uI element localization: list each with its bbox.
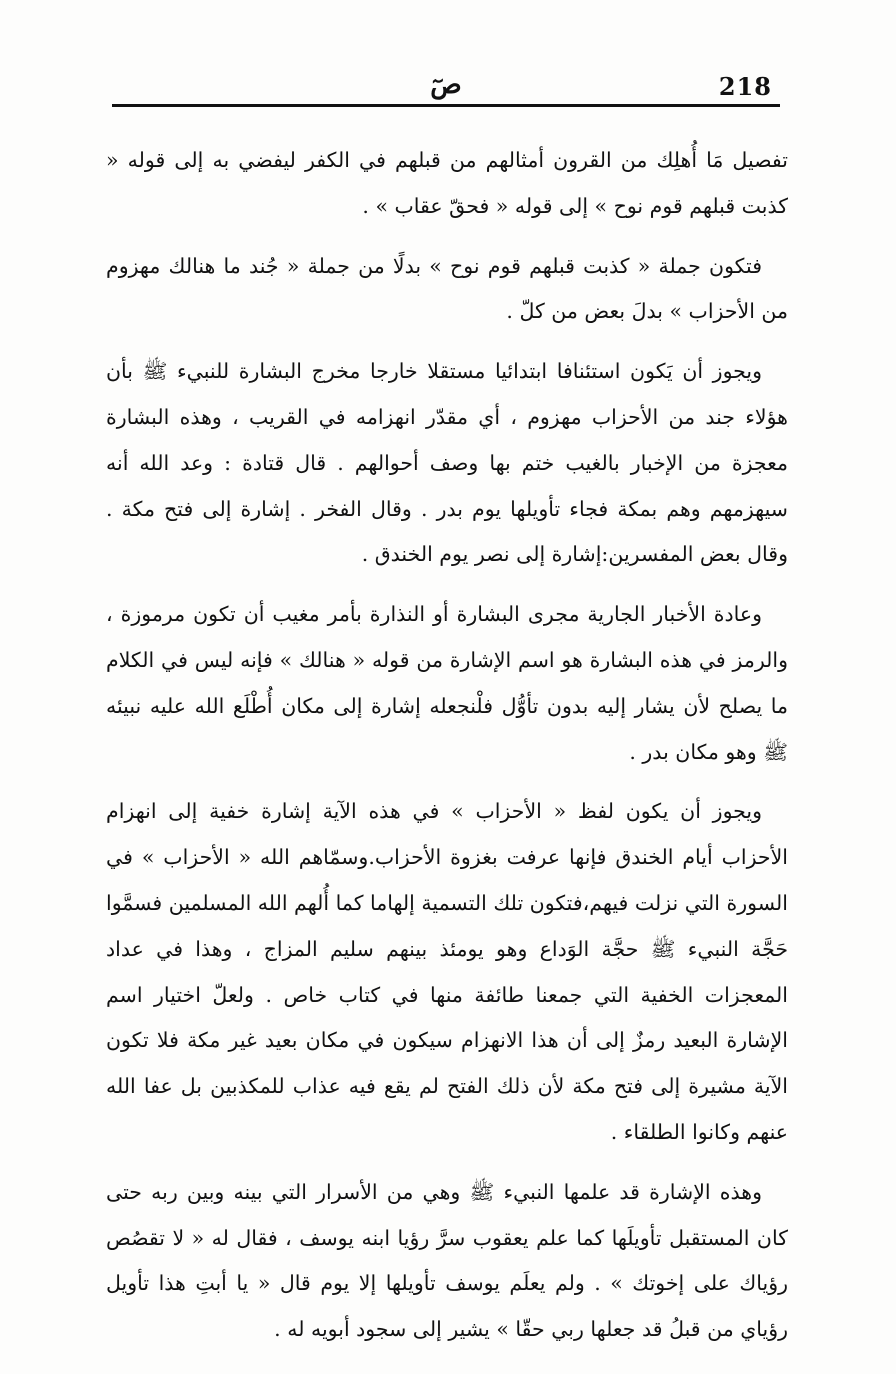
header-divider bbox=[112, 104, 780, 107]
paragraph: ويجوز أن يَكون استئنافا ابتدائيا مستقلا خارجا مخرج البشارة للنبيء ﷺ بأن هؤلاء جند من الأحزاب مهزوم ، أي مقدّر انهزامه في القريب ، وهذه البشارة معجزة من الإخبار بالغيب ختم بها وصف أحوالهم . قال قتادة : وعد الله أنه سيهزمهم وهم بمكة فجاء تأويلها يوم بدر . وقال الفخر . إشارة إلى فتح مكة . وقال بعض المفسرين:إشارة إلى نصر يوم الخندق . bbox=[106, 359, 788, 567]
page-number: 218 bbox=[718, 72, 772, 101]
paragraph: وعادة الأخبار الجارية مجرى البشارة أو النذارة بأمر مغيب أن تكون مرموزة ، والرمز في هذه البشارة هو اسم الإشارة من قوله « هنالك » فإنه ليس في الكلام ما يصلح لأن يشار إليه بدون تأوُّل فلْنجعله إشارة إلى مكان أُطْلَع الله عليه نبيئه ﷺ وهو مكان بدر . bbox=[106, 602, 788, 764]
page-header bbox=[112, 64, 780, 108]
surah-name: صٓ bbox=[430, 70, 462, 100]
paragraph: ويجوز أن يكون لفظ « الأحزاب » في هذه الآية إشارة خفية إلى انهزام الأحزاب أيام الخندق فإنها عرفت بغزوة الأحزاب.وسمّاهم الله « الأحزاب » في السورة التي نزلت فيهم،فتكون تلك التسمية إلهاما كما أُلهم الله المسلمين فسمَّوا حَجَّة النبيء ﷺ حجَّة الوَداع وهو يومئذ بينهم سليم المزاج ، وهذا في عداد المعجزات الخفية التي جمعنا طائفة منها في كتاب خاص . ولعلّ اختيار اسم الإشارة البعيد رمزٌ إلى أن هذا الانهزام سيكون في مكان بعيد غير مكة فلا تكون الآية مشيرة إلى فتح مكة لأن ذلك الفتح لم يقع فيه عذاب للمكذبين بل عفا الله عنهم وكانوا الطلقاء . bbox=[106, 799, 788, 1144]
page-body bbox=[106, 138, 788, 1353]
paragraph: تفصيل مَا أُهلِك من القرون أمثالهم من قبلهم في الكفر ليفضي به إلى قوله « كذبت قبلهم قوم نوح » إلى قوله « فحقّ عقاب » . bbox=[106, 148, 788, 218]
paragraph: وهذه الإشارة قد علمها النبيء ﷺ وهي من الأسرار التي بينه وبين ربه حتى كان المستقبل تأويلَها كما علم يعقوب سرَّ رؤيا ابنه يوسف ، فقال له « لا تقصُص رؤياك على إخوتك » . ولم يعلَم يوسف تأويلها إلا يوم قال « يا أبتِ هذا تأويل رؤياي من قبلُ قد جعلها ربي حقّا » يشير إلى سجود أبويه له . bbox=[106, 1179, 788, 1342]
paragraph: فتكون جملة « كذبت قبلهم قوم نوح » بدلًا من جملة « جُند ما هنالك مهزوم من الأحزاب » بدلَ بعض من كلّ . bbox=[106, 253, 788, 324]
